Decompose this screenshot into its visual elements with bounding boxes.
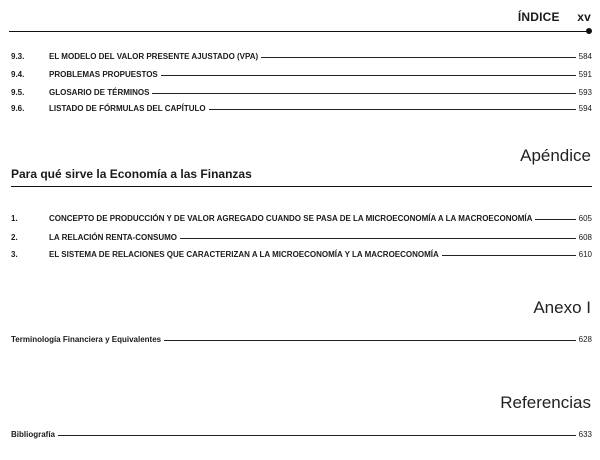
apendice-title: Para qué sirve la Economía a las Finanzas bbox=[11, 167, 252, 181]
toc-entry-number: 2. bbox=[11, 233, 18, 242]
toc-entry bbox=[11, 335, 592, 347]
apendice-rule bbox=[11, 186, 592, 187]
running-head-title: ÍNDICE bbox=[517, 10, 560, 24]
toc-entry-page: 610 bbox=[578, 250, 592, 259]
toc-entry-page: 591 bbox=[578, 70, 592, 79]
toc-entry-leader bbox=[161, 75, 576, 76]
toc-entry-number: 9.5. bbox=[11, 88, 25, 97]
toc-entry-title: GLOSARIO DE TÉRMINOS bbox=[49, 88, 150, 97]
toc-entry-number: 1. bbox=[11, 214, 18, 223]
referencias-heading: Referencias bbox=[500, 393, 591, 412]
toc-entry-number: 9.3. bbox=[11, 52, 25, 61]
toc-entry-title: EL MODELO DEL VALOR PRESENTE AJUSTADO (VPA) bbox=[49, 52, 259, 61]
toc-entry-leader bbox=[58, 435, 576, 436]
toc-entry-title: Bibliografía bbox=[11, 430, 56, 439]
toc-entry-leader bbox=[535, 219, 575, 220]
toc-entry-page: 594 bbox=[578, 104, 592, 113]
running-head bbox=[518, 10, 591, 24]
apendice-heading: Apéndice bbox=[520, 146, 591, 165]
toc-entry bbox=[11, 70, 592, 82]
toc-entry-title: LISTADO DE FÓRMULAS DEL CAPÍTULO bbox=[49, 104, 206, 113]
toc-entry-page: 584 bbox=[578, 52, 592, 61]
toc-entry-title: CONCEPTO DE PRODUCCIÓN Y DE VALOR AGREGADO CUANDO SE PASA DE LA MICROECONOMÍA A LA MACROECONOMÍA bbox=[49, 214, 533, 223]
toc-entry bbox=[11, 430, 592, 442]
toc-entry-title: Terminología Financiera y Equivalentes bbox=[11, 335, 162, 344]
toc-entry bbox=[11, 233, 592, 245]
toc-entry-leader bbox=[152, 93, 575, 94]
toc-entry-leader bbox=[164, 340, 576, 341]
toc-entry bbox=[11, 214, 592, 226]
toc-entry-title: EL SISTEMA DE RELACIONES QUE CARACTERIZAN A LA MICROECONOMÍA Y LA MACROECONOMÍA bbox=[49, 250, 439, 259]
anexo-heading: Anexo I bbox=[533, 298, 591, 317]
header-rule bbox=[9, 31, 588, 32]
toc-entry-title: PROBLEMAS PROPUESTOS bbox=[49, 70, 158, 79]
running-head-page-number: xv bbox=[577, 10, 591, 24]
toc-entry bbox=[11, 250, 592, 262]
toc-entry bbox=[11, 88, 592, 100]
toc-entry-number: 9.6. bbox=[11, 104, 25, 113]
toc-entry-leader bbox=[180, 238, 576, 239]
toc-entry bbox=[11, 52, 592, 64]
toc-entry-leader bbox=[209, 109, 576, 110]
toc-entry-page: 608 bbox=[578, 233, 592, 242]
toc-entry-leader bbox=[442, 255, 576, 256]
header-rule-dot bbox=[586, 28, 592, 34]
toc-entry-page: 593 bbox=[578, 88, 592, 97]
toc-entry bbox=[11, 104, 592, 116]
toc-entry-page: 605 bbox=[578, 214, 592, 223]
toc-entry-leader bbox=[261, 57, 575, 58]
toc-entry-page: 633 bbox=[578, 430, 592, 439]
toc-entry-number: 3. bbox=[11, 250, 18, 259]
toc-entry-title: LA RELACIÓN RENTA-CONSUMO bbox=[49, 233, 177, 242]
toc-entry-page: 628 bbox=[578, 335, 592, 344]
toc-entry-number: 9.4. bbox=[11, 70, 25, 79]
